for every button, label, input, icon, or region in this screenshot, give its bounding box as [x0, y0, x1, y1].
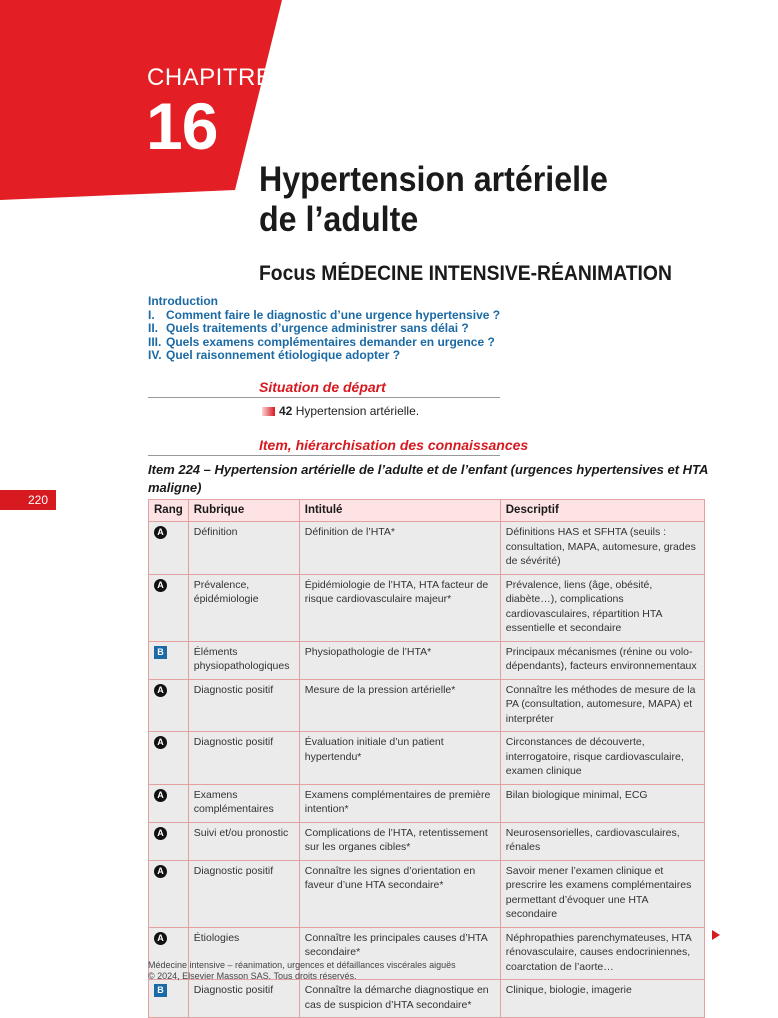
item-title: Item 224 – Hypertension artérielle de l’adulte et de l’enfant (urgences hypertensives et HTA maligne)	[148, 462, 708, 495]
rubrique-cell: Diagnostic positif	[188, 679, 299, 732]
header-rang: Rang	[149, 500, 189, 522]
table-header-row	[149, 500, 705, 522]
intitule-cell: Connaître les principales causes d’HTA secondaire*	[299, 927, 500, 980]
table-row	[149, 574, 705, 641]
rang-cell	[149, 860, 189, 927]
rank-a-badge: A	[154, 526, 167, 539]
descriptif-cell: Principaux mécanismes (rénine ou volo-dépendants), facteurs environnementaux	[500, 641, 704, 679]
rang-cell	[149, 822, 189, 860]
rubrique-cell: Diagnostic positif	[188, 732, 299, 785]
knowledge-table	[148, 499, 705, 1018]
table-row	[149, 732, 705, 785]
footer-line-2: © 2024, Elsevier Masson SAS. Tous droits réservés.	[148, 971, 357, 981]
rubrique-cell: Étiologies	[188, 927, 299, 980]
intitule-cell: Examens complémentaires de première intention*	[299, 784, 500, 822]
table-of-contents	[148, 295, 500, 363]
section-divider	[148, 455, 500, 456]
rang-cell	[149, 732, 189, 785]
rang-cell	[149, 522, 189, 575]
title-line-1: Hypertension artérielle	[259, 160, 608, 199]
table-row	[149, 980, 705, 1018]
rang-cell	[149, 574, 189, 641]
situation-item	[262, 404, 419, 418]
descriptif-cell: Définitions HAS et SFHTA (seuils : consultation, MAPA, automesure, grades de sévérité)	[500, 522, 704, 575]
intitule-cell: Mesure de la pression artérielle*	[299, 679, 500, 732]
toc-intro[interactable]: Introduction	[148, 294, 218, 308]
rubrique-cell: Définition	[188, 522, 299, 575]
rank-a-badge: A	[154, 932, 167, 945]
next-page-arrow-icon[interactable]	[712, 930, 720, 940]
section-divider	[148, 397, 500, 398]
rank-a-badge: A	[154, 789, 167, 802]
header-intitule: Intitulé	[299, 500, 500, 522]
situation-heading: Situation de départ	[259, 379, 386, 395]
rang-cell	[149, 784, 189, 822]
descriptif-cell: Clinique, biologie, imagerie	[500, 980, 704, 1018]
rank-a-badge: A	[154, 865, 167, 878]
toc-item[interactable]	[148, 309, 500, 323]
page-number: 220	[0, 490, 56, 510]
descriptif-cell: Savoir mener l’examen clinique et prescrire les examens complémentaires permettant d’évoquer une HTA secondaire	[500, 860, 704, 927]
intitule-cell: Définition de l’HTA*	[299, 522, 500, 575]
situation-item-number: 42	[279, 404, 293, 418]
intitule-cell: Complications de l’HTA, retentissement sur les organes cibles*	[299, 822, 500, 860]
descriptif-cell: Neurosensorielles, cardiovasculaires, rénales	[500, 822, 704, 860]
toc-label: Quel raisonnement étiologique adopter ?	[166, 348, 401, 362]
footer-line-1: Médecine intensive – réanimation, urgences et défaillances viscérales aiguës	[148, 960, 456, 970]
intitule-cell: Connaître la démarche diagnostique en cas de suspicion d’HTA secondaire*	[299, 980, 500, 1018]
toc-item[interactable]	[148, 336, 500, 350]
toc-num: IV.	[148, 348, 162, 362]
rank-a-badge: A	[154, 579, 167, 592]
rubrique-cell: Diagnostic positif	[188, 980, 299, 1018]
intitule-cell: Évaluation initiale d’un patient hypertendu*	[299, 732, 500, 785]
toc-label: Comment faire le diagnostic d’une urgence hypertensive ?	[166, 307, 501, 322]
rank-a-badge: A	[154, 736, 167, 749]
table-body	[149, 522, 705, 1018]
rubrique-cell: Examens complémentaires	[188, 784, 299, 822]
focus-subtitle: Focus MÉDECINE INTENSIVE-RÉANIMATION	[259, 262, 672, 285]
rank-a-badge: A	[154, 827, 167, 840]
rubrique-cell: Éléments physiopathologiques	[188, 641, 299, 679]
item-section-heading: Item, hiérarchisation des connaissances	[259, 437, 529, 453]
rank-a-badge: A	[154, 684, 167, 697]
toc-num: II.	[148, 321, 159, 335]
table-row	[149, 860, 705, 927]
page-title	[259, 160, 608, 240]
intitule-cell: Connaître les signes d’orientation en faveur d’une HTA secondaire*	[299, 860, 500, 927]
rubrique-cell: Prévalence, épidémiologie	[188, 574, 299, 641]
table-row	[149, 522, 705, 575]
situation-item-label: Hypertension artérielle.	[295, 404, 420, 418]
rang-cell	[149, 679, 189, 732]
toc-num: III.	[148, 334, 162, 349]
rubrique-cell: Suivi et/ou pronostic	[188, 822, 299, 860]
descriptif-cell: Néphropathies parenchymateuses, HTA rénovasculaire, causes endocriniennes, coarctation de l’aorte…	[500, 927, 704, 980]
descriptif-cell: Circonstances de découverte, interrogatoire, risque cardiovasculaire, examen clinique	[500, 732, 704, 785]
descriptif-cell: Connaître les méthodes de mesure de la PA (consultation, automesure, MAPA) et interpréter	[500, 679, 704, 732]
table-row	[149, 822, 705, 860]
intitule-cell: Épidémiologie de l’HTA, HTA facteur de risque cardiovasculaire majeur*	[299, 574, 500, 641]
rank-b-badge: B	[154, 646, 167, 659]
gradient-marker-icon	[262, 407, 275, 416]
rang-cell	[149, 641, 189, 679]
title-line-2: de l’adulte	[259, 200, 419, 239]
chapter-label: CHAPITRE	[147, 64, 273, 91]
toc-label: Quels traitements d’urgence administrer sans délai ?	[166, 321, 469, 335]
footer	[148, 960, 456, 982]
rubrique-cell: Diagnostic positif	[188, 860, 299, 927]
toc-num: I.	[148, 307, 155, 322]
chapter-number: 16	[146, 89, 218, 163]
toc-item[interactable]	[148, 349, 500, 363]
table-row	[149, 641, 705, 679]
table-row	[149, 784, 705, 822]
rang-cell	[149, 980, 189, 1018]
descriptif-cell: Bilan biologique minimal, ECG	[500, 784, 704, 822]
header-rubrique: Rubrique	[188, 500, 299, 522]
descriptif-cell: Prévalence, liens (âge, obésité, diabète…), complications cardiovasculaires, répartition HTA essentielle et secondaire	[500, 574, 704, 641]
toc-item[interactable]	[148, 322, 500, 336]
rank-b-badge: B	[154, 984, 167, 997]
header-descriptif: Descriptif	[500, 500, 704, 522]
table-row	[149, 679, 705, 732]
toc-label: Quels examens complémentaires demander en urgence ?	[166, 334, 495, 349]
intitule-cell: Physiopathologie de l’HTA*	[299, 641, 500, 679]
